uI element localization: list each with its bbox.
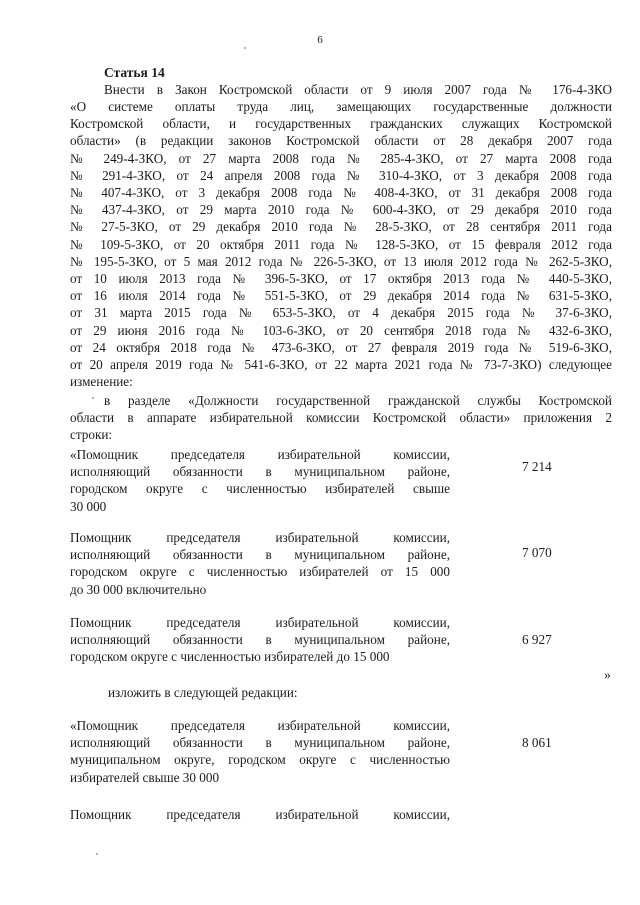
- intro-line: от 16 июля 2014 года № 551-5-ЗКО, от 29 декабря 2014 года № 631-5-ЗКО,: [70, 288, 612, 303]
- section-line: в разделе «Должности государственной гражданской службы Костромской: [104, 393, 612, 408]
- intro-line: изменение:: [70, 374, 133, 389]
- row-line: до 30 000 включительно: [70, 581, 207, 597]
- table-row-new-1: [70, 717, 450, 786]
- article-heading: Статья 14: [104, 65, 165, 80]
- scan-speck: [96, 853, 98, 855]
- intro-line: от 10 июля 2013 года № 396-5-ЗКО, от 17 октября 2013 года № 440-5-ЗКО,: [70, 271, 612, 286]
- row-line: избирателей свыше 30 000: [70, 769, 220, 785]
- intro-line: № 291-4-ЗКО, от 24 апреля 2008 года № 310-4-ЗКО, от 3 декабря 2008 года: [70, 168, 612, 183]
- row-value: 7 070: [522, 545, 552, 560]
- table-row-old-1: [70, 446, 450, 515]
- intro-line: № 195-5-ЗКО, от 5 мая 2012 года № 226-5-ЗКО, от 13 июля 2012 года № 262-5-ЗКО,: [70, 254, 612, 269]
- intro-line: «О системе оплаты труда лиц, замещающих государственные должности: [70, 99, 612, 114]
- row-line: городском округе с численностью избирателей от 15 000: [70, 564, 450, 580]
- intro-line: от 31 марта 2015 года № 653-5-ЗКО, от 4 декабря 2015 года № 37-6-ЗКО,: [70, 305, 612, 320]
- row-line: «Помощник председателя избирательной комиссии,: [70, 718, 450, 733]
- intro-line: № 109-5-ЗКО, от 20 октября 2011 года № 128-5-ЗКО, от 15 февраля 2012 года: [70, 237, 612, 252]
- intro-line: от 20 апреля 2019 года № 541-6-ЗКО, от 22 марта 2021 года № 73-7-ЗКО) следующее: [70, 357, 612, 372]
- row-line: 30 000: [70, 498, 107, 514]
- row-value: 6 927: [522, 632, 552, 647]
- intro-line: Внести в Закон Костромской области от 9 июля 2007 года № 176-4-ЗКО: [104, 82, 612, 97]
- page-number: 6: [317, 34, 323, 46]
- section-line: области в аппарате избирательной комиссии Костромской области» приложения 2: [70, 410, 612, 425]
- row-line: исполняющий обязанности в муниципальном районе,: [70, 735, 450, 751]
- table-row-new-2: [70, 806, 450, 823]
- scan-speck: [92, 397, 94, 399]
- intro-line: № 27-5-ЗКО, от 29 декабря 2010 года № 28-5-ЗКО, от 28 сентября 2011 года: [70, 219, 612, 234]
- row-line: Помощник председателя избирательной комиссии,: [70, 615, 450, 630]
- intro-line: области» (в редакции законов Костромской области от 28 декабря 2007 года: [70, 133, 612, 148]
- table-row-old-3: [70, 614, 450, 666]
- row-line: Помощник председателя избирательной комиссии,: [70, 530, 450, 545]
- row-line: городском округе с численностью избирателей до 15 000: [70, 649, 390, 665]
- intro-line: от 24 октября 2018 года № 473-6-ЗКО, от 27 февраля 2019 года № 519-6-ЗКО,: [70, 340, 612, 355]
- intro-line: № 437-4-ЗКО, от 29 марта 2010 года № 600-4-ЗКО, от 29 декабря 2010 года: [70, 202, 612, 217]
- row-value: 8 061: [522, 735, 552, 750]
- row-line: городском округе с численностью избирателей свыше: [70, 481, 450, 497]
- row-line: исполняющий обязанности в муниципальном районе,: [70, 632, 450, 648]
- intro-line: № 249-4-ЗКО, от 27 марта 2008 года № 285-4-ЗКО, от 27 марта 2008 года: [70, 151, 612, 166]
- table-row-old-2: [70, 529, 450, 598]
- row-line: муниципальном округе, городском округе с численностью: [70, 752, 450, 768]
- intro-line: Костромской области, и государственных гражданских служащих Костромской: [70, 116, 612, 131]
- section-line: строки:: [70, 427, 113, 442]
- row-value: 7 214: [522, 459, 552, 474]
- row-line: исполняющий обязанности в муниципальном районе,: [70, 547, 450, 563]
- row-line: «Помощник председателя избирательной комиссии,: [70, 447, 450, 462]
- row-line: исполняющий обязанности в муниципальном районе,: [70, 464, 450, 480]
- closing-quote: »: [604, 667, 611, 682]
- replace-instruction: изложить в следующей редакции:: [108, 685, 298, 700]
- scan-speck: [244, 47, 246, 49]
- row-line: Помощник председателя избирательной комиссии,: [70, 807, 450, 822]
- intro-line: от 29 июня 2016 года № 103-6-ЗКО, от 20 сентября 2018 года № 432-6-ЗКО,: [70, 323, 612, 338]
- intro-line: № 407-4-ЗКО, от 3 декабря 2008 года № 408-4-ЗКО, от 31 декабря 2008 года: [70, 185, 612, 200]
